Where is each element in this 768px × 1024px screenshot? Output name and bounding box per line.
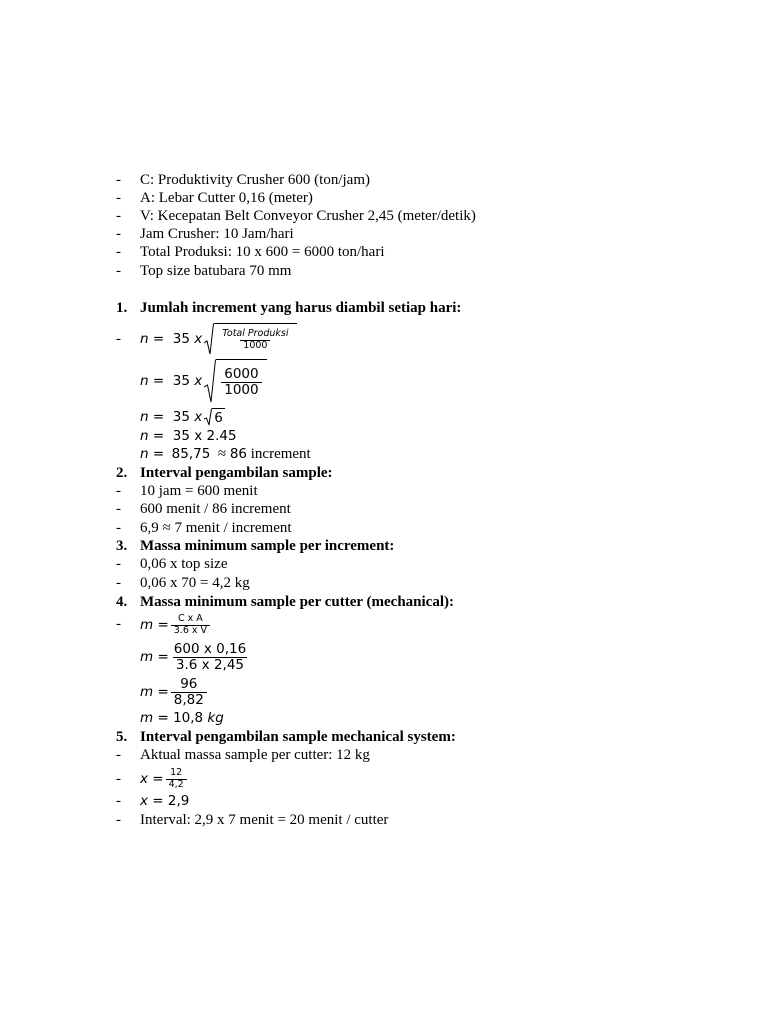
fraction-numerator: C x A [178,613,203,625]
formula [140,359,267,403]
section-number: 3. [116,538,128,554]
formula-lhs: m = [140,616,169,633]
formula [140,765,189,793]
fraction-denominator: 8,82 [171,692,207,708]
section-number: 1. [116,300,128,316]
section-number: 4. [116,594,128,610]
list-text: Jam Crusher: 10 Jam/hari [140,226,294,242]
list-bullet: - [116,501,121,517]
formula-lhs: n = [140,372,165,389]
formula [140,427,237,446]
formula [140,322,297,356]
approx-symbol: ≈ [217,446,227,462]
formula-coefficient: 35 [172,331,190,347]
formula-unit: kg [207,710,224,726]
list-bullet: - [116,483,121,499]
list-text: 10 jam = 600 menit [140,483,258,499]
fraction-denominator: 4,2 [166,779,187,790]
square-root [204,323,296,355]
fraction [166,768,187,790]
list-text: 0,06 x top size [140,556,228,572]
radicand: 6 [214,409,223,426]
formula [140,612,212,638]
fraction-denominator: 3.6 x 2,45 [173,657,247,673]
formula-lhs: n = [140,428,165,444]
list-text: C: Produktivity Crusher 600 (ton/jam) [140,172,370,188]
list-bullet: - [116,190,121,206]
list-text: V: Kecepatan Belt Conveyor Crusher 2,45 (meter/detik) [140,208,476,224]
list-bullet: - [116,747,121,763]
formula-coefficient: 35 [172,372,190,389]
fraction [219,329,291,351]
section-number: 5. [116,729,128,745]
formula [140,709,224,728]
formula [140,792,189,811]
formula-result: 86 [229,446,247,462]
fraction-denominator: 1000 [240,340,270,351]
list-text: Top size batubara 70 mm [140,263,292,279]
formula-lhs: m = [140,648,169,665]
formula-lhs: x = [140,771,164,787]
list-text: Interval: 2,9 x 7 menit = 20 menit / cutter [140,812,389,828]
formula-lhs: x = [140,793,164,809]
fraction-numerator: 6000 [224,365,259,382]
fraction-numerator: 12 [170,767,183,779]
section-title: Massa minimum sample per increment: [140,538,395,554]
fraction-denominator: 1000 [221,382,261,398]
formula-unit: increment [250,446,311,462]
list-bullet: - [116,575,121,591]
section-title: Interval pengambilan sample: [140,465,333,481]
list-text: Aktual massa sample per cutter: 12 kg [140,747,370,763]
formula [140,673,209,711]
formula-times: x [194,372,203,389]
fraction [171,677,207,708]
list-bullet: - [116,812,121,828]
list-bullet: - [116,263,121,279]
formula-times: x [194,409,203,425]
formula [140,445,311,464]
list-text: A: Lebar Cutter 0,16 (meter) [140,190,313,206]
list-text: 600 menit / 86 increment [140,501,291,517]
fraction-numerator: 96 [180,675,198,692]
fraction-numerator: 600 x 0,16 [173,640,247,657]
list-bullet: - [116,226,121,242]
formula-lhs: n = [140,331,165,347]
formula-expression: 35 x 2.45 [172,428,237,444]
formula-lhs: m = [140,710,169,726]
fraction [171,614,210,636]
formula-lhs: n = [140,409,165,425]
list-bullet: - [116,331,121,347]
formula-value: 2,9 [167,793,190,809]
square-root [204,359,266,403]
section-title: Jumlah increment yang harus diambil setiap hari: [140,300,462,316]
fraction [221,367,261,398]
list-bullet: - [116,172,121,188]
section-number: 2. [116,465,128,481]
formula [140,638,251,676]
list-text: 0,06 x 70 = 4,2 kg [140,575,250,591]
formula-coefficient: 35 [172,409,190,425]
list-text: Total Produksi: 10 x 600 = 6000 ton/hari [140,244,385,260]
list-bullet: - [116,556,121,572]
fraction [171,642,249,673]
list-bullet: - [116,771,121,787]
formula-lhs: m = [140,683,169,700]
section-title: Massa minimum sample per cutter (mechanical): [140,594,454,610]
list-text: 6,9 ≈ 7 menit / increment [140,520,292,536]
fraction-denominator: 3.6 x V [171,625,210,636]
fraction-numerator: Total Produksi [222,328,289,340]
formula-value: 10,8 [173,710,204,726]
list-bullet: - [116,244,121,260]
list-bullet: - [116,520,121,536]
formula-lhs: n = [140,446,165,462]
list-bullet: - [116,793,121,809]
formula-value: 85,75 [171,446,211,462]
list-bullet: - [116,208,121,224]
formula [140,408,225,427]
list-bullet: - [116,616,121,632]
square-root [204,408,225,428]
section-title: Interval pengambilan sample mechanical system: [140,729,456,745]
formula-times: x [194,331,203,347]
